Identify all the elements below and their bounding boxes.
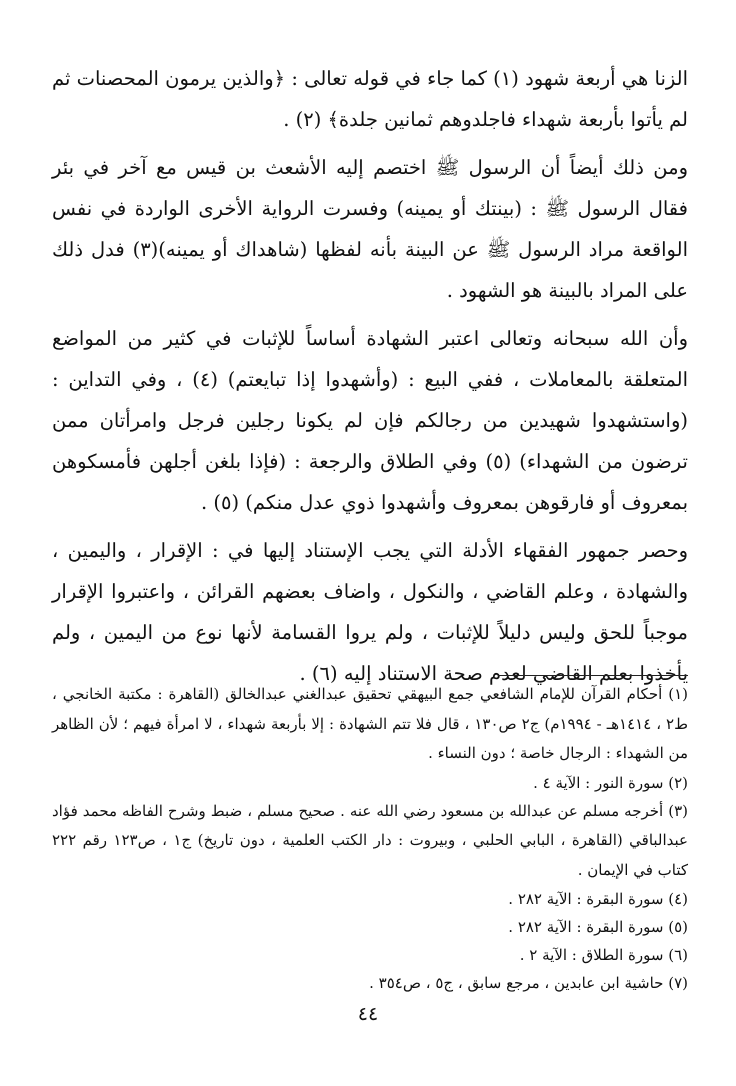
footnote-5: (٥) سورة البقرة : الآية ٢٨٢ . — [508, 918, 688, 936]
footnote-7: (٧) حاشية ابن عابدين ، مرجع سابق ، ج٥ ، ص٣٥٤ . — [369, 974, 688, 992]
page-number: ٤٤ — [357, 1003, 379, 1025]
document-page — [52, 58, 688, 992]
paragraph-2: ومن ذلك أيضاً أن الرسول ﷺ اختصم إليه الأشعث بن قيس مع آخر في بئر فقال الرسول ﷺ : (بينتك أو يمينه) وفسرت الرواية الأخرى الواردة في نفس الواقعة مراد الرسول ﷺ عن البينة بأنه لفظها (شاهداك أو يمينه)(٣) فدل ذلك على المراد بالبينة هو الشهود . — [52, 156, 688, 302]
footnotes — [52, 680, 688, 997]
paragraph-1: الزنا هي أربعة شهود (١) كما جاء في قوله تعالى : ﴿والذين يرمون المحصنات ثم لم يأتوا بأربعة شهداء فاجلدوهم ثمانين جلدة﴾ (٢) . — [52, 67, 688, 131]
footnote-6: (٦) سورة الطلاق : الآية ٢ . — [519, 946, 688, 964]
footnote-2: (٢) سورة النور : الآية ٤ . — [533, 773, 688, 792]
paragraph-4: وحصر جمهور الفقهاء الأدلة التي يجب الإستناد إليها في : الإقرار ، واليمين ، والشهادة ، وعلم القاضي ، والنكول ، واضاف بعضهم القرائن ، واعتبروا الإقرار موجباً للحق وليس دليلاً للإثبات ، ولم يروا القسامة لأنها نوع من اليمين ، ولم يأخذوا بعلم القاضي لعدم صحة الاستناد إليه (٦) . — [52, 539, 688, 685]
footnote-3: (٣) أخرجه مسلم عن عبدالله بن مسعود رضي الله عنه . صحيح مسلم ، ضبط وشرح الفاظه محمد فؤاد عبدالباقي (القاهرة ، البابي الحلبي ، وبيروت : دار الكتب العلمية ، دون تاريخ) ج١ ، ص١٢٣ رقم ٢٢٢ كتاب في الإيمان . — [52, 801, 688, 879]
main-text — [52, 58, 688, 694]
paragraph-3: وأن الله سبحانه وتعالى اعتبر الشهادة أساساً للإثبات في كثير من المواضع المتعلقة بالمعاملات ، ففي البيع : (وأشهدوا إذا تبايعتم) (٤) ، وفي التداين : (واستشهدوا شهيدين من رجالكم فإن لم يكونا رجلين فرجل وامرأتان ممن ترضون من الشهداء) (٥) وفي الطلاق والرجعة : (فإذا بلغن أجلهن فأمسكوهن بمعروف أو فارقوهن بمعروف وأشهدوا ذوي عدل منكم) (٥) . — [52, 327, 688, 514]
footnote-1: (١) أحكام القرآن للإمام الشافعي جمع البيهقي تحقيق عبدالغني عبدالخالق (القاهرة : مكتبة الخانجي ، ط٢ ، ١٤١٤هـ - ١٩٩٤م) ج٢ ص١٣٠ ، قال فلا تتم الشهادة : إلا بأربعة شهداء ، لا امرأة فيهم ؛ لأن الظاهر من الشهداء : الرجال خاصة ؛ دون النساء . — [52, 685, 688, 762]
footnote-divider — [498, 675, 688, 676]
footnote-4: (٤) سورة البقرة : الآية ٢٨٢ . — [508, 890, 688, 908]
